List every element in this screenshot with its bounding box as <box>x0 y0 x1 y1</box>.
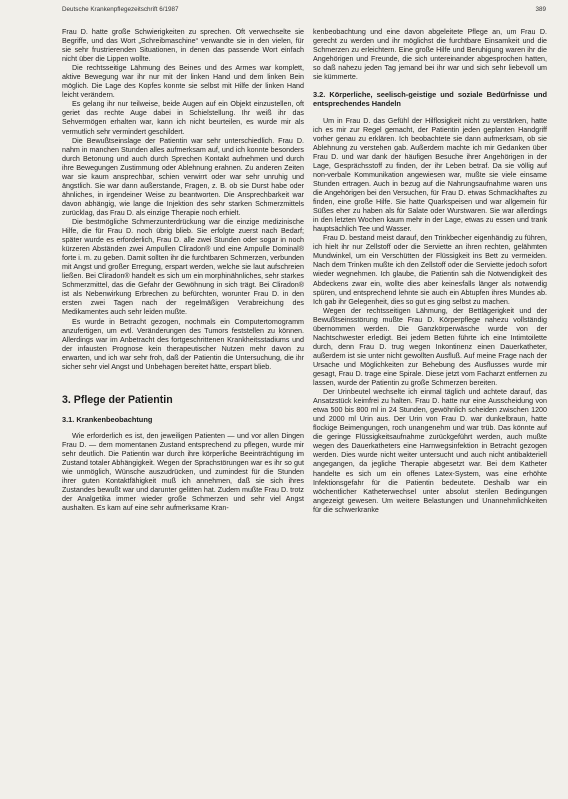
journal-title: Deutsche Krankenpflegezeitschrift 6/1987 <box>62 6 179 13</box>
section-heading: 3. Pflege der Patientin <box>62 393 173 406</box>
paragraph: Die rechtsseitige Lähmung des Beines und des Armes war komplett, aktive Bewegung war ihr nur mit der linken Hand und dem linken Bein möglich. Die Lage des Kopfes konnte sie selbst mit Hilfe der linken Hand leicht verändern. <box>62 64 304 100</box>
paragraph: Wegen der rechtsseitigen Lähmung, der Bettlägerigkeit und der Bewußtseinsstörung mußte Frau D. Körperpflege nahezu vollständig übernommen werden. Die Ganzkörperwäsche wurde von der Nachtschwester erledigt. Bei jedem Betten führte ich eine Intimtoilette durch, denn Frau D. trug wegen Inkontinenz einen Dauerkatheter, außerdem ist sie unter nicht gewollten Ausfluß. Auf meine Frage nach der Ursache und Möglichkeiten zur Behebung des Ausflusses wurde mir gesagt, Frau D. trage eine Spirale. Diese jetzt vom Facharzt entfernen zu lassen, wurde der Patientin zu große Schmerzen bereiten. <box>313 306 547 388</box>
subsection-heading: 3.1. Krankenbeobachtung <box>62 414 153 424</box>
paragraph: Es wurde in Betracht gezogen, nochmals ein Computertomogramm anzufertigen, um evtl. Veränderungen des Tumors feststellen zu können. Allerdings war im Anbetracht des fortgeschrittenen Krankheitsstadiums und der infausten Prognose kein therapeutischer Nutzen mehr davon zu erwarten, und ich war sehr froh, daß der Patientin die Untersuchung, die ihr sicher sehr viel Angst und Unbehagen bereitet hätte, erspart blieb. <box>62 317 304 371</box>
paragraph: Wie erforderlich es ist, den jeweiligen Patienten — und vor allen Dingen Frau D. — dem momentanen Zustand entsprechend zu pflegen, wurde mir sehr deutlich. Die Patientin war durch ihre körperliche Beeinträchtigung im Zustand totaler Abhängigkeit. Wegen der Sprachstörungen war es ihr so gut wie unmöglich, Wünsche auszudrücken, und zumindest für die Stunden ihrer guten Kontaktfähigkeit muß ich annehmen, daß sie sich ihres Zustandes bewußt war und darunter gelitten hat. Zudem mußte Frau D. trotz der Analgetika immer wieder große Schmerzen und sehr viel Angst aushalten. Es kam auf eine sehr aufmerksame Kran- <box>62 431 304 513</box>
paragraph: Um in Frau D. das Gefühl der Hilflosigkeit nicht zu verstärken, hatte ich es mir zur Regel gemacht, der Patientin jeden geplanten Handgriff vorher genau zu erklären. Ich beobachtete sie dann aufmerksam, ob sie Ablehnung zu verstehen gab. Außerdem machte ich mir Gedanken über Frau D. und war dank der häufigen Besuche ihrer Angehörigen in der Lage, Gesprächsstoff zu finden, der ihr Leben betraf. Da sie völlig auf non-verbale Kommunikation angewiesen war, mußte sie viele einsame Stunden ertragen. Auch in bezug auf die Nahrungsaufnahme waren uns die Angehörigen bei den Versuchen, für Frau D. etwas Schmackhaftes zu finden, eine große Hilfe. Sie hatte Quarkspeisen und war allgemein für Süßes eher zu haben als für Salate oder Wurstwaren. Sie war allerdings in den letzten Wochen kaum mehr in der Lage, etwas zu essen und trank hauptsächlich Tee und Wasser. <box>313 116 547 234</box>
paragraph: Die bestmögliche Schmerzunterdrückung war die einzige medizinische Hilfe, die für Frau D. noch übrig blieb. Sie erfolgte zuerst nach Bedarf; später wurde es erforderlich, Frau D. alle zwei Stunden oder sogar in noch kürzeren Abständen zwei Ampullen Cliradon® und eine Ampulle Dominal® forte i. m. zu geben. Damit sollten ihr die furchtbaren Schmerzen, verbunden mit Angst und großer Erregung, erspart werden, welche sie laut aufschreien ließen. Bei Cliradon® handelt es sich um ein morphinähnliches, sehr starkes Schmerzmittel, das die Gefahr der Gewöhnung in sich trägt. Bei Cliradon® ist als Nebenwirkung Erbrechen zu befürchten, worunter Frau D. in den ersten zwei Tagen nach der regelmäßigen Verabreichung des Medikamentes auch sehr leiden mußte. <box>62 217 304 317</box>
paragraph: Der Urinbeutel wechselte ich einmal täglich und achtete darauf, das Ansatzstück keimfrei zu halten. Frau D. hatte nur eine Ausscheidung von etwa 500 bis 800 ml in 24 Stunden, gewöhnlich scheiden zwischen 1200 und 2000 ml Urin aus. Der Urin von Frau D. war dunkelbraun, hatte flockige Beimengungen, roch unangenehm und war trüb. Das könnte auf die geringe Flüssigkeitsaufnahme zurückgeführt werden, auch mußte wegen des Dauerkatheters eine Harnwegsinfektion in Betracht gezogen werden. Dies wurde nicht weiter untersucht und auch nicht antibakteriell angegangen, da jegliche Therapie abgesetzt war. Bei dem Katheter handelte es sich um ein offenes Latex-System, was eine erhöhte Infektionsgefahr für die Patientin bedeutete. Deshalb war ein wöchentlicher Katheterwechsel unter absolut sterilen Bedingungen angezeigt gewesen. Um weitere Belastungen und Unannehmlichkeiten für die schwerkranke <box>313 388 547 514</box>
running-header <box>62 6 546 16</box>
paragraph: kenbeobachtung und eine davon abgeleitete Pflege an, um Frau D. gerecht zu werden und ihr möglichst die furchtbare Einsamkeit und die Schmerzen zu erleichtern. Eine große Hilfe und Beruhigung waren ihr die Angehörigen und Freunde, die sich untereinander abgesprochen hatten, so daß nahezu jeden Tag jemand bei ihr war und sich sehr liebevoll um sie kümmerte. <box>313 28 547 82</box>
paragraph: Die Bewußtseinslage der Patientin war sehr unterschiedlich. Frau D. nahm in manchen Stunden alles aufmerksam auf, und ich konnte besonders durch Betonung und auch durch Sprechen Kontakt aufnehmen und durch ihre Bewegungen Zustimmung oder Ablehnung erahnen. Zu anderen Zeiten war sie kaum ansprechbar, schien verwirrt oder war sehr unruhig und ängstlich. Sie war dann außerstande, Fragen, z. B. ob sie Durst habe oder ähnliches, in irgendeiner Weise zu beantworten. Die Ansprechbarkeit war davon abhängig, wie lange die Injektion des sehr starken Schmerzmittels zurücklag, das Frau D. als einzige Therapie noch erhielt. <box>62 136 304 217</box>
paragraph: Frau D. hatte große Schwierigkeiten zu sprechen. Oft verwechselte sie Begriffe, und das Wort „Schreibmaschine“ verwandte sie in den vielen, für sie sehr frustrierenden Situationen, in denen das passende Wort einfach nicht über die Lippen wollte. <box>62 28 304 64</box>
subsection-heading: 3.2. Körperliche, seelisch-geistige und soziale Bedürfnisse und entsprechendes Handeln <box>313 90 547 109</box>
paragraph: Es gelang ihr nur teilweise, beide Augen auf ein Objekt einzustellen, oft geriet das rechte Auge dabei in Schielstellung. Ihr weiß ihr das Sehvermögen erhalten war, kann ich nicht beurteilen, es wurde mir als vermutlich sehr vermindert geschildert. <box>62 100 304 136</box>
right-column <box>313 28 547 515</box>
paragraph: Frau D. bestand meist darauf, den Trinkbecher eigenhändig zu führen, ich hielt ihr nur Zellstoff oder die Serviette an ihren rechten, gelähmten Mundwinkel, um ein Verschütten der Flüssigkeit ins Bett zu vermeiden. Nach dem Trinken mußte ich den Zellstoff oder die Serviette jedoch sofort wieder wegnehmen. Ich glaube, die Patientin sah die Notwendigkeit des Abdeckens zwar ein, wollte dies aber keinesfalls länger als notwendig spüren, und entsprechend lehnte sie auch ein Abtupfen ihres Mundes ab. Ich gab ihr Gelegenheit, dies so gut es ging selbst zu machen. <box>313 234 547 306</box>
left-column <box>62 28 304 513</box>
page-number: 389 <box>535 6 546 13</box>
